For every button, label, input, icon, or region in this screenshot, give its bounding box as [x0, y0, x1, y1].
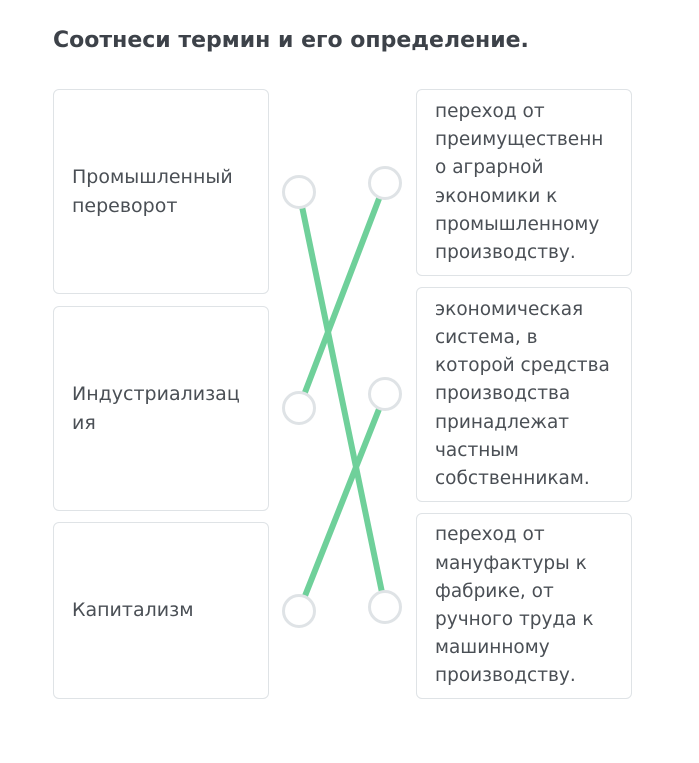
term-handle-3[interactable]	[282, 594, 316, 628]
connector-line-2	[299, 183, 385, 408]
definition-card-3[interactable]	[416, 513, 632, 699]
term-handle-1[interactable]	[282, 175, 316, 209]
definition-text: переход от преимущественн о аграрной экономики к промышленному производству.	[435, 100, 604, 263]
definition-card-2[interactable]	[416, 287, 632, 502]
question-title: Соотнеси термин и его определение.	[53, 28, 529, 53]
connector-line-3	[299, 394, 385, 611]
definition-card-1[interactable]	[416, 89, 632, 276]
definition-handle-3[interactable]	[368, 590, 402, 624]
term-card-industrial-revolution[interactable]	[53, 89, 269, 294]
term-card-capitalism[interactable]	[53, 522, 269, 699]
definition-text: экономическая система, в которой средства производства принадлежат частным собственникам.	[435, 298, 610, 489]
term-card-industrialization[interactable]	[53, 306, 269, 511]
definition-text: переход от мануфактуры к фабрике, от ручного труда к машинному производству.	[435, 524, 594, 687]
term-handle-2[interactable]	[282, 391, 316, 425]
term-label: Капитализм	[72, 599, 194, 621]
definition-handle-2[interactable]	[368, 377, 402, 411]
term-label: Индустриализац ия	[72, 382, 240, 434]
term-label: Промышленный переворот	[72, 165, 233, 217]
definition-handle-1[interactable]	[368, 166, 402, 200]
